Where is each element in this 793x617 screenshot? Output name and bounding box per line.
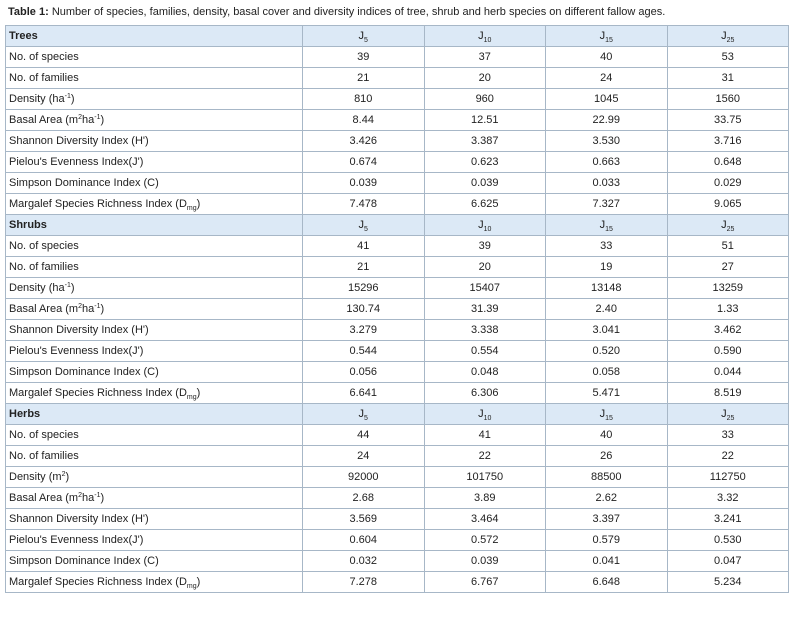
row-label: [6, 47, 303, 68]
table-cell: 3.462: [667, 320, 789, 341]
table-cell: 5.471: [546, 383, 668, 404]
table-cell: 112750: [667, 467, 789, 488]
table-cell: 0.572: [424, 530, 546, 551]
column-header: [424, 404, 546, 425]
row-label-text: Margalef Species Richness Index (D: [9, 386, 187, 399]
table-row: [6, 320, 789, 341]
row-label-end: ): [65, 470, 70, 483]
table-cell: 41: [424, 425, 546, 446]
row-label-end: ): [100, 113, 105, 126]
table-cell: 0.554: [424, 341, 546, 362]
table-cell: 3.397: [546, 509, 668, 530]
row-label-end: ): [70, 92, 75, 105]
table-cell: 33.75: [667, 110, 789, 131]
table-cell: 0.029: [667, 173, 789, 194]
table-cell: 22: [424, 446, 546, 467]
table-cell: 3.426: [303, 131, 425, 152]
section-title: Trees: [6, 26, 303, 47]
table-cell: 0.530: [667, 530, 789, 551]
table-cell: 6.648: [546, 572, 668, 593]
table-cell: 22.99: [546, 110, 668, 131]
table-cell: 1.33: [667, 299, 789, 320]
table-cell: 0.033: [546, 173, 668, 194]
row-label: [6, 152, 303, 173]
column-header-base: J: [358, 218, 365, 231]
table-row: [6, 47, 789, 68]
table-row: [6, 467, 789, 488]
row-label-mid: ha: [82, 302, 95, 315]
row-label-text: Margalef Species Richness Index (D: [9, 575, 187, 588]
table-cell: 88500: [546, 467, 668, 488]
section-header-row: [6, 404, 789, 425]
table-cell: 9.065: [667, 194, 789, 215]
column-header: [667, 215, 789, 236]
table-body: [6, 26, 789, 593]
row-label-text: Pielou's Evenness Index(J'): [9, 155, 144, 168]
column-header-sub: 25: [726, 225, 735, 233]
table-cell: 130.74: [303, 299, 425, 320]
table-row: [6, 509, 789, 530]
row-label-text: Basal Area (m: [9, 491, 79, 504]
row-label-text: No. of families: [9, 449, 79, 462]
row-label-text: No. of families: [9, 260, 79, 273]
row-label-sup2: -1: [94, 491, 101, 499]
table-cell: 0.048: [424, 362, 546, 383]
table-cell: 8.44: [303, 110, 425, 131]
row-label-text: No. of species: [9, 428, 79, 441]
table-cell: 33: [667, 425, 789, 446]
column-header-base: J: [721, 218, 727, 231]
row-label-text: Density (ha: [9, 92, 65, 105]
column-header-base: J: [721, 29, 727, 42]
table-cell: 7.327: [546, 194, 668, 215]
column-header-sub: 10: [483, 225, 492, 233]
column-header: [546, 404, 668, 425]
table-cell: 6.767: [424, 572, 546, 593]
table-cell: 2.40: [546, 299, 668, 320]
table-row: [6, 110, 789, 131]
table-cell: 3.716: [667, 131, 789, 152]
column-header-base: J: [478, 407, 484, 420]
column-header-sub: 15: [605, 36, 613, 44]
table-row: [6, 173, 789, 194]
row-label-mid: ha: [82, 491, 95, 504]
table-cell: 1045: [546, 89, 668, 110]
column-header-base: J: [478, 29, 484, 42]
table-cell: 7.278: [303, 572, 425, 593]
column-header: [546, 215, 668, 236]
column-header: [667, 404, 789, 425]
table-cell: 2.62: [546, 488, 668, 509]
table-row: [6, 530, 789, 551]
table-cell: 53: [667, 47, 789, 68]
row-label-end: ): [196, 386, 201, 399]
column-header-base: J: [599, 29, 606, 42]
row-label: [6, 488, 303, 509]
row-label-sub: mg: [186, 393, 197, 401]
column-header: [667, 26, 789, 47]
table-cell: 92000: [303, 467, 425, 488]
table-cell: 3.530: [546, 131, 668, 152]
row-label-text: No. of families: [9, 71, 79, 84]
table-cell: 51: [667, 236, 789, 257]
column-header-base: J: [599, 407, 606, 420]
column-header-sub: 15: [605, 414, 613, 422]
table-cell: 7.478: [303, 194, 425, 215]
table-cell: 0.039: [303, 173, 425, 194]
table-cell: 960: [424, 89, 546, 110]
table-cell: 3.041: [546, 320, 668, 341]
table-cell: 20: [424, 68, 546, 89]
table-cell: 15296: [303, 278, 425, 299]
table-row: [6, 131, 789, 152]
table-cell: 3.89: [424, 488, 546, 509]
row-label-text: Shannon Diversity Index (H'): [9, 323, 149, 336]
row-label-text: No. of species: [9, 239, 79, 252]
row-label-sup2: -1: [94, 302, 101, 310]
column-header: [546, 26, 668, 47]
table-row: [6, 551, 789, 572]
table-row: [6, 488, 789, 509]
table-cell: 20: [424, 257, 546, 278]
table-cell: 6.625: [424, 194, 546, 215]
row-label: [6, 131, 303, 152]
table-cell: 41: [303, 236, 425, 257]
row-label: [6, 89, 303, 110]
row-label: [6, 530, 303, 551]
table-cell: 22: [667, 446, 789, 467]
row-label: [6, 383, 303, 404]
row-label: [6, 362, 303, 383]
row-label-end: ): [100, 491, 105, 504]
fallow-diversity-table: [5, 25, 789, 593]
table-cell: 39: [424, 236, 546, 257]
table-cell: 810: [303, 89, 425, 110]
row-label: [6, 446, 303, 467]
column-header-sub: 25: [726, 414, 735, 422]
table-row: [6, 572, 789, 593]
section-header-row: [6, 215, 789, 236]
row-label: [6, 194, 303, 215]
row-label: [6, 320, 303, 341]
row-label-sup: -1: [64, 92, 71, 100]
column-header-base: J: [478, 218, 484, 231]
row-label: [6, 110, 303, 131]
column-header-sub: 5: [364, 414, 368, 422]
column-header-sub: 10: [483, 414, 492, 422]
row-label-sup: 2: [61, 470, 66, 478]
row-label-text: Margalef Species Richness Index (D: [9, 197, 187, 210]
row-label-sup: -1: [64, 281, 71, 289]
table-row: [6, 236, 789, 257]
row-label-text: Density (ha: [9, 281, 65, 294]
column-header: [424, 26, 546, 47]
table-cell: 37: [424, 47, 546, 68]
row-label: [6, 551, 303, 572]
table-cell: 0.623: [424, 152, 546, 173]
table-cell: 31: [667, 68, 789, 89]
row-label: [6, 425, 303, 446]
row-label: [6, 467, 303, 488]
table-row: [6, 446, 789, 467]
section-title: Herbs: [6, 404, 303, 425]
row-label-text: Shannon Diversity Index (H'): [9, 512, 149, 525]
table-cell: 0.544: [303, 341, 425, 362]
column-header-sub: 25: [726, 36, 735, 44]
section-title: Shrubs: [6, 215, 303, 236]
table-cell: 24: [303, 446, 425, 467]
caption-label: Table 1:: [8, 6, 49, 18]
table-cell: 40: [546, 47, 668, 68]
table-cell: 15407: [424, 278, 546, 299]
row-label-text: Density (m: [9, 470, 62, 483]
row-label: [6, 173, 303, 194]
table-cell: 3.241: [667, 509, 789, 530]
row-label: [6, 278, 303, 299]
table-cell: 0.056: [303, 362, 425, 383]
table-cell: 44: [303, 425, 425, 446]
row-label-text: Simpson Dominance Index (C): [9, 554, 159, 567]
table-cell: 6.306: [424, 383, 546, 404]
row-label-end: ): [196, 197, 201, 210]
column-header-base: J: [721, 407, 727, 420]
table-cell: 0.044: [667, 362, 789, 383]
table-cell: 39: [303, 47, 425, 68]
row-label: [6, 341, 303, 362]
table-caption: [8, 5, 665, 19]
table-cell: 21: [303, 257, 425, 278]
table-cell: 3.387: [424, 131, 546, 152]
row-label-text: Basal Area (m: [9, 113, 79, 126]
table-row: [6, 341, 789, 362]
table-cell: 8.519: [667, 383, 789, 404]
table-cell: 0.590: [667, 341, 789, 362]
table-cell: 0.032: [303, 551, 425, 572]
table-cell: 31.39: [424, 299, 546, 320]
table-row: [6, 299, 789, 320]
row-label: [6, 236, 303, 257]
table-cell: 12.51: [424, 110, 546, 131]
table-cell: 0.520: [546, 341, 668, 362]
row-label-sub: mg: [186, 204, 197, 212]
table-cell: 0.674: [303, 152, 425, 173]
table-row: [6, 362, 789, 383]
table-row: [6, 278, 789, 299]
row-label-text: No. of species: [9, 50, 79, 63]
table-cell: 0.039: [424, 173, 546, 194]
table-row: [6, 194, 789, 215]
section-header-row: [6, 26, 789, 47]
column-header-base: J: [358, 29, 365, 42]
table-cell: 2.68: [303, 488, 425, 509]
table-row: [6, 257, 789, 278]
table-cell: 5.234: [667, 572, 789, 593]
table-row: [6, 152, 789, 173]
column-header: [303, 215, 425, 236]
table-row: [6, 89, 789, 110]
row-label-sup: 2: [78, 302, 82, 310]
table-cell: 0.579: [546, 530, 668, 551]
table-row: [6, 383, 789, 404]
table-cell: 33: [546, 236, 668, 257]
table-cell: 0.604: [303, 530, 425, 551]
table-cell: 0.041: [546, 551, 668, 572]
row-label: [6, 68, 303, 89]
table-cell: 21: [303, 68, 425, 89]
row-label: [6, 509, 303, 530]
row-label-sup: 2: [78, 491, 82, 499]
table-cell: 3.569: [303, 509, 425, 530]
table-cell: 13259: [667, 278, 789, 299]
column-header-sub: 5: [364, 36, 368, 44]
column-header: [303, 404, 425, 425]
table-cell: 40: [546, 425, 668, 446]
row-label-end: ): [70, 281, 75, 294]
table-cell: 0.058: [546, 362, 668, 383]
row-label-end: ): [196, 575, 201, 588]
table-cell: 3.32: [667, 488, 789, 509]
column-header-sub: 5: [364, 225, 368, 233]
row-label: [6, 299, 303, 320]
column-header: [303, 26, 425, 47]
table-cell: 101750: [424, 467, 546, 488]
table-cell: 26: [546, 446, 668, 467]
table-cell: 13148: [546, 278, 668, 299]
row-label-mid: ha: [82, 113, 95, 126]
table-cell: 3.464: [424, 509, 546, 530]
row-label-end: ): [100, 302, 105, 315]
row-label-text: Pielou's Evenness Index(J'): [9, 533, 144, 546]
row-label: [6, 572, 303, 593]
row-label-text: Shannon Diversity Index (H'): [9, 134, 149, 147]
row-label-sup: 2: [78, 113, 82, 121]
row-label-sup2: -1: [94, 113, 101, 121]
table-cell: 3.279: [303, 320, 425, 341]
column-header-base: J: [358, 407, 365, 420]
column-header-sub: 10: [483, 36, 492, 44]
row-label-sub: mg: [186, 582, 197, 590]
table-cell: 0.039: [424, 551, 546, 572]
table-cell: 19: [546, 257, 668, 278]
table-cell: 3.338: [424, 320, 546, 341]
row-label-text: Simpson Dominance Index (C): [9, 365, 159, 378]
caption-text: Number of species, families, density, basal cover and diversity indices of tree, shrub and herb species on different fallow ages.: [48, 6, 666, 18]
column-header-base: J: [599, 218, 606, 231]
row-label: [6, 257, 303, 278]
table-cell: 1560: [667, 89, 789, 110]
row-label-text: Pielou's Evenness Index(J'): [9, 344, 144, 357]
row-label-text: Simpson Dominance Index (C): [9, 176, 159, 189]
column-header-sub: 15: [605, 225, 613, 233]
table-cell: 6.641: [303, 383, 425, 404]
table-cell: 24: [546, 68, 668, 89]
table-cell: 27: [667, 257, 789, 278]
table-cell: 0.047: [667, 551, 789, 572]
table-row: [6, 425, 789, 446]
table-cell: 0.663: [546, 152, 668, 173]
table-cell: 0.648: [667, 152, 789, 173]
table-row: [6, 68, 789, 89]
row-label-text: Basal Area (m: [9, 302, 79, 315]
column-header: [424, 215, 546, 236]
